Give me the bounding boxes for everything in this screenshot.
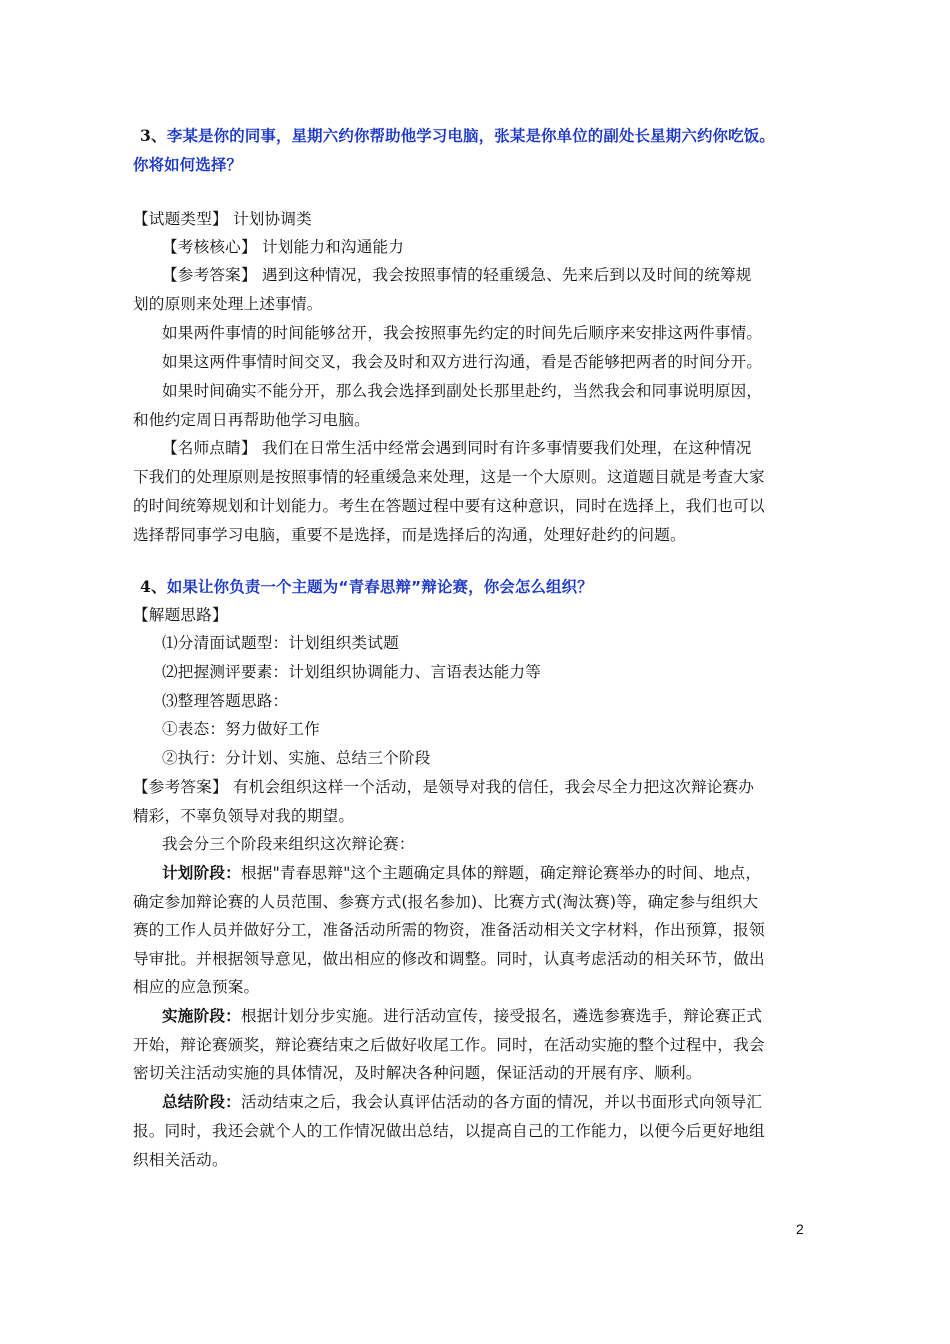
q4-answer-line2: 精彩，不辜负领导对我的期望。 [133, 807, 355, 825]
q4-plan-line1: 计划阶段：根据"青春思辩"这个主题确定具体的辩题，确定辩论赛举办的时间、地点， [162, 864, 762, 882]
q3-tip-line4: 选择帮同事学习电脑，重要不是选择，而是选择后的沟通，处理好赴约的问题。 [133, 526, 686, 544]
q3-type [133, 209, 312, 229]
page-number: 2 [796, 1221, 804, 1237]
q4-answer-line1: 【参考答案】 有机会组织这样一个活动，是领导对我的信任，我会尽全力把这次辩论赛办 [133, 778, 755, 796]
q3-tip-line1: 【名师点睛】 我们在日常生活中经常会遇到同时有许多事情要我们处理，在这种情况 [162, 439, 752, 457]
q3-answer-line2: 划的原则来处理上述事情。 [133, 295, 323, 313]
q3-tip-label: 【名师点睛】 [162, 439, 257, 457]
q3-title-line1: 3、李某是你的同事，星期六约你帮助他学习电脑，张某是你单位的副处长星期六约你吃饭。 [140, 126, 775, 145]
q3-answer-label: 【参考答案】 [162, 266, 257, 284]
q4-summary-line1: 总结阶段：活动结束之后，我会认真评估活动的各方面的情况，并以书面形式向领导汇 [162, 1093, 763, 1111]
q3-paragraph3-line1: 如果时间确实不能分开，那么我会选择到副处长那里赴约，当然我会和同事说明原因， [162, 382, 763, 400]
q4-step5: ②执行：分计划、实施、总结三个阶段 [162, 749, 431, 767]
q3-type-label: 【试题类型】 [133, 210, 228, 228]
q4-step3: ⑶整理答题思路： [162, 692, 289, 710]
q4-plan-line2: 确定参加辩论赛的人员范围、参赛方式(报名参加)、比赛方式(淘汰赛)等，确定参与组织大 [133, 893, 759, 911]
q4-impl-line3: 密切关注活动实施的具体情况，及时解决各种问题，保证活动的开展有序、顺利。 [133, 1064, 702, 1082]
q4-summary-label: 总结阶段： [162, 1093, 241, 1111]
q3-answer-line1: 【参考答案】 遇到这种情况，我会按照事情的轻重缓急、先来后到以及时间的统筹规 [162, 266, 752, 284]
q3-core [162, 237, 404, 257]
q4-step2: ⑵把握测评要素：计划组织协调能力、言语表达能力等 [162, 663, 542, 681]
q3-core-value: 计划能力和沟通能力 [261, 238, 405, 256]
q4-plan-line4: 导审批。并根据领导意见，做出相应的修改和调整。同时，认真考虑活动的相关环节，做出 [133, 950, 765, 968]
q4-impl-line2: 开始，辩论赛颁奖，辩论赛结束之后做好收尾工作。同时，在活动实施的整个过程中，我会 [133, 1036, 765, 1054]
q4-plan-label: 计划阶段： [162, 864, 241, 882]
q4-impl-line1: 实施阶段：根据计划分步实施。进行活动宣传，接受报名，遴选参赛选手，辩论赛正式 [162, 1007, 763, 1025]
q4-step1: ⑴分清面试题型：计划组织类试题 [162, 634, 399, 652]
q3-tip-line3: 的时间统筹规划和计划能力。考生在答题过程中要有这种意识，同时在选择上，我们也可以 [133, 497, 765, 515]
q4-plan-line5: 相应的应急预案。 [133, 978, 260, 996]
q3-paragraph1: 如果两件事情的时间能够岔开，我会按照事先约定的时间先后顺序来安排这两件事情。 [162, 324, 763, 342]
q4-impl-label: 实施阶段： [162, 1007, 241, 1025]
q3-tip-line2: 下我们的处理原则是按照事情的轻重缓急来处理，这是一个大原则。这道题目就是考查大家 [133, 468, 765, 486]
q4-summary-line2: 报。同时，我还会就个人的工作情况做出总结，以提高自己的工作能力，以便今后更好地组 [133, 1122, 765, 1140]
q4-title: 4、如果让你负责一个主题为“青春思辩”辩论赛，你会怎么组织？ [140, 577, 593, 596]
q3-core-label: 【考核核心】 [162, 238, 257, 256]
q3-number: 3、 [140, 126, 167, 145]
q4-step4: ①表态：努力做好工作 [162, 720, 320, 738]
q4-approach-label: 【解题思路】 [133, 606, 228, 624]
q4-number: 4、 [140, 577, 167, 596]
q4-plan-line3: 赛的工作人员并做好分工，准备活动所需的物资，准备活动相关文字材料，作出预算，报领 [133, 921, 765, 939]
q3-title-line2: 你将如何选择？ [133, 156, 243, 174]
q3-type-value: 计划协调类 [232, 210, 312, 228]
q4-intro: 我会分三个阶段来组织这次辩论赛： [162, 835, 415, 853]
q4-summary-line3: 织相关活动。 [133, 1151, 228, 1169]
q3-paragraph3-line2: 和他约定周日再帮助他学习电脑。 [133, 411, 370, 429]
q3-paragraph2: 如果这两件事情时间交叉，我会及时和双方进行沟通，看是否能够把两者的时间分开。 [162, 353, 763, 371]
q4-answer-label: 【参考答案】 [133, 778, 228, 796]
